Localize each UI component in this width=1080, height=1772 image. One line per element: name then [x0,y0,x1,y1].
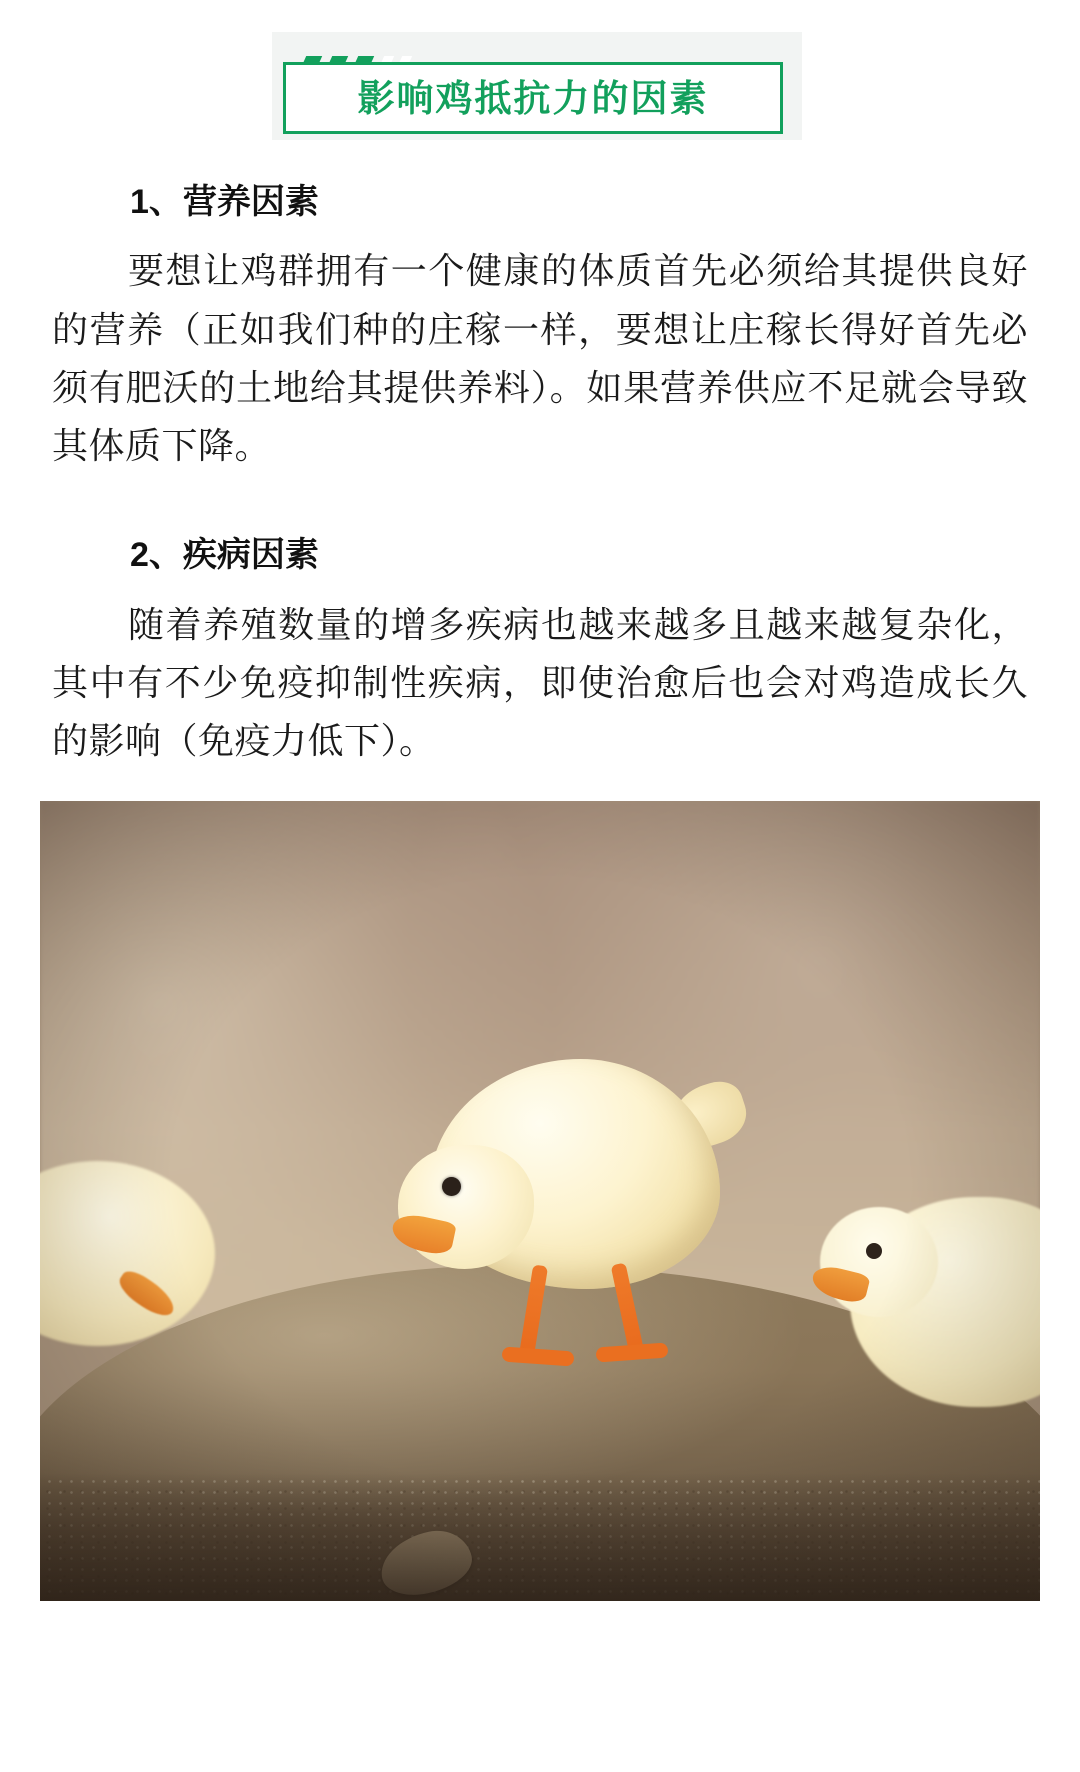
chick-left [40,1161,250,1391]
photo-canvas [40,801,1040,1601]
section-paragraph-nutrition: 要想让鸡群拥有一个健康的体质首先必须给其提供良好的营养（正如我们种的庄稼一样，要想让庄稼长得好首先必须有肥沃的土地给其提供养料）。如果营养供应不足就会导致其体质下降。 [52,250,1028,467]
article-photo [40,801,1040,1601]
title-frame [283,62,783,134]
page-title: 影响鸡抵抗力的因素 [357,77,709,119]
section-spacer [52,481,1028,499]
chick-right [820,1177,1040,1437]
section-paragraph-disease: 随着养殖数量的增多疾病也越来越多且越来越复杂化，其中有不少免疫抑制性疾病，即使治愈后也会对鸡造成长久的影响（免疫力低下）。 [52,603,1028,762]
article-page [0,26,1080,1772]
chick-main [390,1049,730,1389]
section-heading-disease: 2、疾病因素 [130,536,319,575]
title-banner [0,26,1080,146]
photo-foreground-shadow [40,1473,1040,1601]
article-body [0,180,1080,771]
section-heading-nutrition: 1、营养因素 [130,183,319,221]
